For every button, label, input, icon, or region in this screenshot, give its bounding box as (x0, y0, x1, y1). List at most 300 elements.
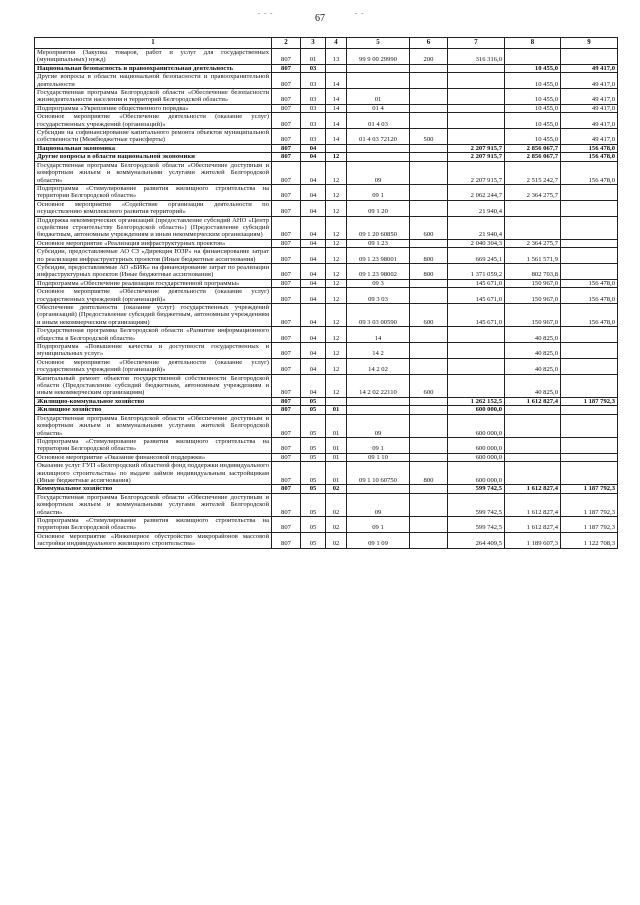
table-row (35, 263, 618, 279)
amount-year2-cell (505, 216, 561, 239)
scan-mark-left: - - - (258, 9, 274, 17)
target-article-cell: 09 3 03 (347, 288, 410, 304)
subsection-cell: 12 (326, 288, 347, 304)
expense-type-cell (410, 113, 448, 129)
row-name-cell: Национальная безопасность и правоохранительная деятельность (35, 64, 272, 72)
subsection-cell (326, 144, 347, 152)
target-article-cell: 01 (347, 89, 410, 105)
amount-year2-cell (505, 49, 561, 65)
amount-year3-cell: 156 478,0 (561, 161, 618, 184)
amount-year3-cell (561, 200, 618, 216)
section-cell: 05 (301, 516, 326, 532)
column-header: 2 (272, 38, 301, 49)
admin-code-cell: 807 (272, 358, 301, 374)
section-cell: 03 (301, 104, 326, 112)
amount-year2-cell: 40 825,0 (505, 327, 561, 343)
subsection-cell: 14 (326, 129, 347, 145)
admin-code-cell: 807 (272, 64, 301, 72)
amount-year1-cell: 669 245,1 (448, 248, 505, 264)
row-name-cell: Подпрограмма «Укрепление общественного порядка» (35, 104, 272, 112)
row-name-cell: Государственная программа Белгородской области «Обеспечение доступным и комфортным жильем и коммунальными услугами жителей Белгородской области» (35, 161, 272, 184)
target-article-cell: 09 1 20 (347, 200, 410, 216)
subsection-cell: 01 (326, 406, 347, 414)
target-article-cell: 09 (347, 161, 410, 184)
expense-type-cell (410, 358, 448, 374)
subsection-cell (326, 397, 347, 405)
admin-code-cell: 807 (272, 161, 301, 184)
amount-year1-cell (448, 358, 505, 374)
target-article-cell: 09 1 10 60750 (347, 462, 410, 485)
table-row (35, 216, 618, 239)
amount-year3-cell: 1 122 708,3 (561, 532, 618, 548)
amount-year1-cell: 599 742,5 (448, 485, 505, 493)
section-cell: 04 (301, 144, 326, 152)
amount-year1-cell: 600 000,0 (448, 462, 505, 485)
amount-year1-cell (448, 113, 505, 129)
amount-year2-cell: 2 856 067,7 (505, 144, 561, 152)
expense-type-cell (410, 414, 448, 437)
admin-code-cell: 807 (272, 343, 301, 359)
row-name-cell: Подпрограмма «Стимулирование развития жилищного строительства на территории Белгородской области» (35, 437, 272, 453)
table-row (35, 144, 618, 152)
amount-year3-cell (561, 406, 618, 414)
column-header: 3 (301, 38, 326, 49)
section-cell: 04 (301, 343, 326, 359)
admin-code-cell: 807 (272, 288, 301, 304)
table-row (35, 406, 618, 414)
amount-year3-cell (561, 437, 618, 453)
target-article-cell (347, 397, 410, 405)
row-name-cell: Оказание услуг ГУП «Белгородский областной фонд поддержки индивидуального жилищного строительства» по выдаче займов индивидуальным застройщикам (Иные бюджетные ассигнования) (35, 462, 272, 485)
column-header: 4 (326, 38, 347, 49)
amount-year1-cell (448, 343, 505, 359)
amount-year1-cell: 145 671,0 (448, 288, 505, 304)
section-cell: 05 (301, 414, 326, 437)
target-article-cell (347, 153, 410, 161)
amount-year1-cell (448, 374, 505, 397)
target-article-cell (347, 73, 410, 89)
expense-type-cell (410, 532, 448, 548)
target-article-cell: 99 9 00 29990 (347, 49, 410, 65)
expense-type-cell (410, 73, 448, 89)
amount-year1-cell: 1 262 152,5 (448, 397, 505, 405)
admin-code-cell: 807 (272, 49, 301, 65)
section-cell: 04 (301, 374, 326, 397)
admin-code-cell: 807 (272, 248, 301, 264)
row-name-cell: Основное мероприятие «Реализация инфраструктурных проектов» (35, 239, 272, 247)
amount-year3-cell (561, 453, 618, 461)
amount-year3-cell: 156 478,0 (561, 304, 618, 327)
amount-year3-cell: 1 187 792,3 (561, 516, 618, 532)
amount-year2-cell: 2 364 275,7 (505, 239, 561, 247)
amount-year2-cell (505, 406, 561, 414)
row-name-cell: Государственная программа Белгородской области «Обеспечение доступным и комфортным жильем и коммунальными услугами жителей Белгородской области» (35, 493, 272, 516)
admin-code-cell: 807 (272, 216, 301, 239)
target-article-cell: 09 (347, 493, 410, 516)
subsection-cell: 14 (326, 113, 347, 129)
amount-year2-cell (505, 200, 561, 216)
target-article-cell: 09 1 23 98001 (347, 248, 410, 264)
section-cell: 03 (301, 129, 326, 145)
table-row (35, 279, 618, 287)
table-row (35, 397, 618, 405)
section-cell: 04 (301, 327, 326, 343)
amount-year2-cell (505, 437, 561, 453)
target-article-cell (347, 406, 410, 414)
table-row (35, 248, 618, 264)
amount-year1-cell (448, 129, 505, 145)
amount-year3-cell: 49 417,0 (561, 104, 618, 112)
subsection-cell: 12 (326, 304, 347, 327)
expense-type-cell (410, 327, 448, 343)
table-row (35, 304, 618, 327)
section-cell: 04 (301, 184, 326, 200)
subsection-cell: 01 (326, 437, 347, 453)
table-row (35, 89, 618, 105)
amount-year1-cell: 1 371 059,2 (448, 263, 505, 279)
expense-type-cell (410, 184, 448, 200)
amount-year1-cell: 2 207 915,7 (448, 153, 505, 161)
target-article-cell: 09 1 (347, 516, 410, 532)
expense-type-cell (410, 493, 448, 516)
column-header: 6 (410, 38, 448, 49)
subsection-cell: 12 (326, 248, 347, 264)
subsection-cell: 12 (326, 263, 347, 279)
row-name-cell: Подпрограмма «Обеспечение реализации государственной программы» (35, 279, 272, 287)
admin-code-cell: 807 (272, 104, 301, 112)
subsection-cell: 14 (326, 89, 347, 105)
amount-year3-cell (561, 462, 618, 485)
row-name-cell: Подпрограмма «Повышение качества и доступности государственных и муниципальных услуг» (35, 343, 272, 359)
column-header: 7 (448, 38, 505, 49)
amount-year3-cell: 156 478,0 (561, 279, 618, 287)
admin-code-cell: 807 (272, 516, 301, 532)
section-cell: 04 (301, 239, 326, 247)
expense-type-cell (410, 153, 448, 161)
target-article-cell: 09 1 10 (347, 453, 410, 461)
target-article-cell: 09 1 23 98002 (347, 263, 410, 279)
admin-code-cell: 807 (272, 414, 301, 437)
table-row (35, 113, 618, 129)
table-row (35, 437, 618, 453)
section-cell: 04 (301, 161, 326, 184)
subsection-cell: 12 (326, 374, 347, 397)
row-name-cell: Государственная программа Белгородской области «Обеспечение доступным и комфортным жильем и коммунальными услугами жителей Белгородской области» (35, 414, 272, 437)
subsection-cell: 12 (326, 343, 347, 359)
target-article-cell: 09 1 09 (347, 532, 410, 548)
amount-year3-cell (561, 239, 618, 247)
amount-year3-cell: 156 478,0 (561, 144, 618, 152)
amount-year3-cell (561, 358, 618, 374)
target-article-cell: 09 3 (347, 279, 410, 287)
section-cell: 04 (301, 358, 326, 374)
row-name-cell: Основное мероприятие «Инженерное обустройство микрорайонов массовой застройки индивидуального жилищного строительства» (35, 532, 272, 548)
budget-table (34, 37, 618, 549)
amount-year3-cell (561, 343, 618, 359)
subsection-cell: 12 (326, 358, 347, 374)
subsection-cell: 12 (326, 279, 347, 287)
table-row (35, 493, 618, 516)
amount-year3-cell: 156 478,0 (561, 153, 618, 161)
admin-code-cell: 807 (272, 263, 301, 279)
amount-year1-cell: 2 207 915,7 (448, 161, 505, 184)
admin-code-cell: 807 (272, 89, 301, 105)
row-name-cell: Обеспечение деятельности (оказание услуг) государственных учреждений (организаций) (Предоставление субсидий бюджетным, автономным учреждениям и иным некоммерческим организациям) (35, 304, 272, 327)
table-row (35, 414, 618, 437)
amount-year1-cell: 21 940,4 (448, 216, 505, 239)
target-article-cell: 09 3 03 00590 (347, 304, 410, 327)
amount-year2-cell: 2 515 242,7 (505, 161, 561, 184)
admin-code-cell: 807 (272, 485, 301, 493)
admin-code-cell: 807 (272, 113, 301, 129)
section-cell: 04 (301, 153, 326, 161)
target-article-cell (347, 485, 410, 493)
table-row (35, 104, 618, 112)
expense-type-cell (410, 453, 448, 461)
row-name-cell: Другие вопросы в области национальной экономики (35, 153, 272, 161)
row-name-cell: Подпрограмма «Стимулирование развития жилищного строительства на территории Белгородской области» (35, 516, 272, 532)
amount-year1-cell: 2 207 915,7 (448, 144, 505, 152)
amount-year2-cell: 2 364 275,7 (505, 184, 561, 200)
section-cell: 04 (301, 200, 326, 216)
amount-year2-cell: 2 856 067,7 (505, 153, 561, 161)
table-row (35, 462, 618, 485)
table-row (35, 485, 618, 493)
amount-year2-cell: 10 455,0 (505, 89, 561, 105)
expense-type-cell: 800 (410, 263, 448, 279)
amount-year3-cell: 1 187 792,3 (561, 485, 618, 493)
subsection-cell: 12 (326, 216, 347, 239)
table-row (35, 453, 618, 461)
amount-year1-cell (448, 104, 505, 112)
section-cell: 01 (301, 49, 326, 65)
expense-type-cell (410, 89, 448, 105)
expense-type-cell: 600 (410, 304, 448, 327)
table-row (35, 200, 618, 216)
amount-year2-cell: 10 455,0 (505, 73, 561, 89)
admin-code-cell: 807 (272, 462, 301, 485)
amount-year2-cell: 40 825,0 (505, 343, 561, 359)
target-article-cell: 09 1 23 (347, 239, 410, 247)
admin-code-cell: 807 (272, 437, 301, 453)
amount-year1-cell: 145 671,0 (448, 279, 505, 287)
amount-year3-cell (561, 49, 618, 65)
amount-year3-cell (561, 263, 618, 279)
row-name-cell: Коммунальное хозяйство (35, 485, 272, 493)
row-name-cell: Жилищно-коммунальное хозяйство (35, 397, 272, 405)
target-article-cell: 09 1 (347, 437, 410, 453)
section-cell: 04 (301, 288, 326, 304)
scan-mark-right: - - (355, 9, 365, 17)
amount-year3-cell (561, 414, 618, 437)
expense-type-cell (410, 343, 448, 359)
admin-code-cell: 807 (272, 406, 301, 414)
page-number: 67 (315, 13, 325, 24)
row-name-cell: Капитальный ремонт объектов государственной собственности Белгородской области (Предоставление субсидий бюджетным, автономным учреждениям и иным некоммерческим организациям) (35, 374, 272, 397)
expense-type-cell (410, 200, 448, 216)
admin-code-cell: 807 (272, 532, 301, 548)
target-article-cell: 09 1 20 60850 (347, 216, 410, 239)
amount-year1-cell: 2 062 244,7 (448, 184, 505, 200)
table-row (35, 532, 618, 548)
section-cell: 03 (301, 73, 326, 89)
expense-type-cell (410, 437, 448, 453)
column-header: 1 (35, 38, 272, 49)
amount-year3-cell: 1 187 792,3 (561, 397, 618, 405)
expense-type-cell (410, 516, 448, 532)
expense-type-cell (410, 144, 448, 152)
amount-year3-cell (561, 374, 618, 397)
amount-year1-cell (448, 64, 505, 72)
amount-year2-cell: 40 825,0 (505, 374, 561, 397)
subsection-cell: 02 (326, 516, 347, 532)
amount-year1-cell: 600 000,0 (448, 437, 505, 453)
amount-year3-cell: 156 478,0 (561, 288, 618, 304)
amount-year3-cell: 49 417,0 (561, 113, 618, 129)
expense-type-cell: 600 (410, 216, 448, 239)
section-cell: 03 (301, 64, 326, 72)
amount-year2-cell: 10 455,0 (505, 113, 561, 129)
amount-year1-cell: 145 671,0 (448, 304, 505, 327)
amount-year1-cell: 599 742,5 (448, 516, 505, 532)
amount-year2-cell: 10 455,0 (505, 129, 561, 145)
amount-year2-cell: 1 612 827,4 (505, 516, 561, 532)
section-cell: 05 (301, 532, 326, 548)
subsection-cell: 14 (326, 73, 347, 89)
amount-year3-cell (561, 184, 618, 200)
amount-year3-cell: 49 417,0 (561, 129, 618, 145)
subsection-cell: 12 (326, 239, 347, 247)
section-cell: 05 (301, 437, 326, 453)
amount-year3-cell: 1 187 792,3 (561, 493, 618, 516)
subsection-cell: 12 (326, 200, 347, 216)
subsection-cell: 01 (326, 462, 347, 485)
expense-type-cell (410, 64, 448, 72)
subsection-cell: 13 (326, 49, 347, 65)
amount-year3-cell: 49 417,0 (561, 73, 618, 89)
amount-year2-cell: 1 612 827,4 (505, 485, 561, 493)
admin-code-cell: 807 (272, 374, 301, 397)
table-header-row (35, 38, 618, 49)
section-cell: 04 (301, 216, 326, 239)
row-name-cell: Субсидии, предоставляемые АО «БИК» на финансирование затрат по реализации инфраструктурных проектов (Иные бюджетные ассигнования) (35, 263, 272, 279)
subsection-cell: 01 (326, 453, 347, 461)
target-article-cell: 01 4 03 (347, 113, 410, 129)
amount-year2-cell (505, 462, 561, 485)
expense-type-cell: 200 (410, 49, 448, 65)
amount-year2-cell: 1 189 607,3 (505, 532, 561, 548)
amount-year2-cell: 150 967,0 (505, 304, 561, 327)
row-name-cell: Государственная программа Белгородской области «Развитие информационного общества в Белгородской области» (35, 327, 272, 343)
target-article-cell: 14 2 (347, 343, 410, 359)
section-cell: 04 (301, 248, 326, 264)
table-row (35, 358, 618, 374)
row-name-cell: Основное мероприятие «Оказание финансовой поддержки» (35, 453, 272, 461)
section-cell: 05 (301, 493, 326, 516)
admin-code-cell: 807 (272, 279, 301, 287)
admin-code-cell: 807 (272, 304, 301, 327)
table-row (35, 73, 618, 89)
row-name-cell: Другие вопросы в области национальной безопасности и правоохранительной деятельности (35, 73, 272, 89)
row-name-cell: Основное мероприятие «Обеспечение деятельности (оказание услуг) государственных учреждений (организаций)» (35, 113, 272, 129)
row-name-cell: Субсидии на софинансирование капитального ремонта объектов муниципальной собственности (Межбюджетные трансферты) (35, 129, 272, 145)
row-name-cell: Основное мероприятие «Содействие организации деятельности по осуществлению комплексного развития территорий» (35, 200, 272, 216)
admin-code-cell: 807 (272, 493, 301, 516)
table-row (35, 153, 618, 161)
row-name-cell: Основное мероприятие «Обеспечение деятельности (оказание услуг) государственных учреждений (организаций)» (35, 288, 272, 304)
target-article-cell: 01 4 03 72120 (347, 129, 410, 145)
section-cell: 03 (301, 89, 326, 105)
admin-code-cell: 807 (272, 73, 301, 89)
amount-year3-cell (561, 327, 618, 343)
subsection-cell: 01 (326, 414, 347, 437)
expense-type-cell (410, 397, 448, 405)
amount-year2-cell: 10 455,0 (505, 64, 561, 72)
amount-year1-cell: 2 040 304,3 (448, 239, 505, 247)
expense-type-cell (410, 406, 448, 414)
admin-code-cell: 807 (272, 129, 301, 145)
column-header: 5 (347, 38, 410, 49)
subsection-cell: 14 (326, 104, 347, 112)
section-cell: 05 (301, 485, 326, 493)
table-row (35, 327, 618, 343)
amount-year3-cell (561, 248, 618, 264)
expense-type-cell (410, 485, 448, 493)
column-header: 9 (561, 38, 618, 49)
table-row (35, 343, 618, 359)
target-article-cell: 14 (347, 327, 410, 343)
row-name-cell: Подпрограмма «Стимулирование развития жилищного строительства на территории Белгородской области» (35, 184, 272, 200)
table-row (35, 64, 618, 72)
amount-year2-cell: 1 612 827,4 (505, 493, 561, 516)
amount-year1-cell: 21 940,4 (448, 200, 505, 216)
amount-year3-cell (561, 216, 618, 239)
expense-type-cell (410, 279, 448, 287)
row-name-cell: Поддержка некоммерческих организаций (предоставление субсидий АНО «Центр содействия строительству Белгородской области») (Предоставление субсидий бюджетным, автономным учреждениям и иным некоммерческим организациям) (35, 216, 272, 239)
row-name-cell: Мероприятия (Закупка товаров, работ и услуг для государственных (муниципальных) нужд) (35, 49, 272, 65)
amount-year3-cell: 49 417,0 (561, 89, 618, 105)
amount-year1-cell: 316 316,0 (448, 49, 505, 65)
amount-year2-cell: 1 612 827,4 (505, 397, 561, 405)
table-row (35, 516, 618, 532)
table-row (35, 129, 618, 145)
table-row (35, 239, 618, 247)
admin-code-cell: 807 (272, 397, 301, 405)
subsection-cell: 12 (326, 184, 347, 200)
admin-code-cell: 807 (272, 153, 301, 161)
amount-year2-cell: 10 455,0 (505, 104, 561, 112)
admin-code-cell: 807 (272, 327, 301, 343)
section-cell: 03 (301, 113, 326, 129)
target-article-cell: 09 1 (347, 184, 410, 200)
subsection-cell: 02 (326, 493, 347, 516)
amount-year2-cell: 150 967,0 (505, 288, 561, 304)
target-article-cell (347, 64, 410, 72)
amount-year1-cell: 600 000,0 (448, 406, 505, 414)
column-header: 8 (505, 38, 561, 49)
row-name-cell: Государственная программа Белгородской области «Обеспечение безопасности жизнедеятельности населения и территорий Белгородской области» (35, 89, 272, 105)
table-row (35, 184, 618, 200)
row-name-cell: Субсидии, предоставляемые АО СЗ «Дирекция ЮЗР» на финансирование затрат по реализации инфраструктурных проектов (Иные бюджетные ассигнования) (35, 248, 272, 264)
section-cell: 05 (301, 462, 326, 485)
target-article-cell (347, 144, 410, 152)
admin-code-cell: 807 (272, 239, 301, 247)
row-name-cell: Жилищное хозяйство (35, 406, 272, 414)
amount-year2-cell: 40 825,0 (505, 358, 561, 374)
expense-type-cell: 600 (410, 374, 448, 397)
table-row (35, 374, 618, 397)
section-cell: 05 (301, 406, 326, 414)
